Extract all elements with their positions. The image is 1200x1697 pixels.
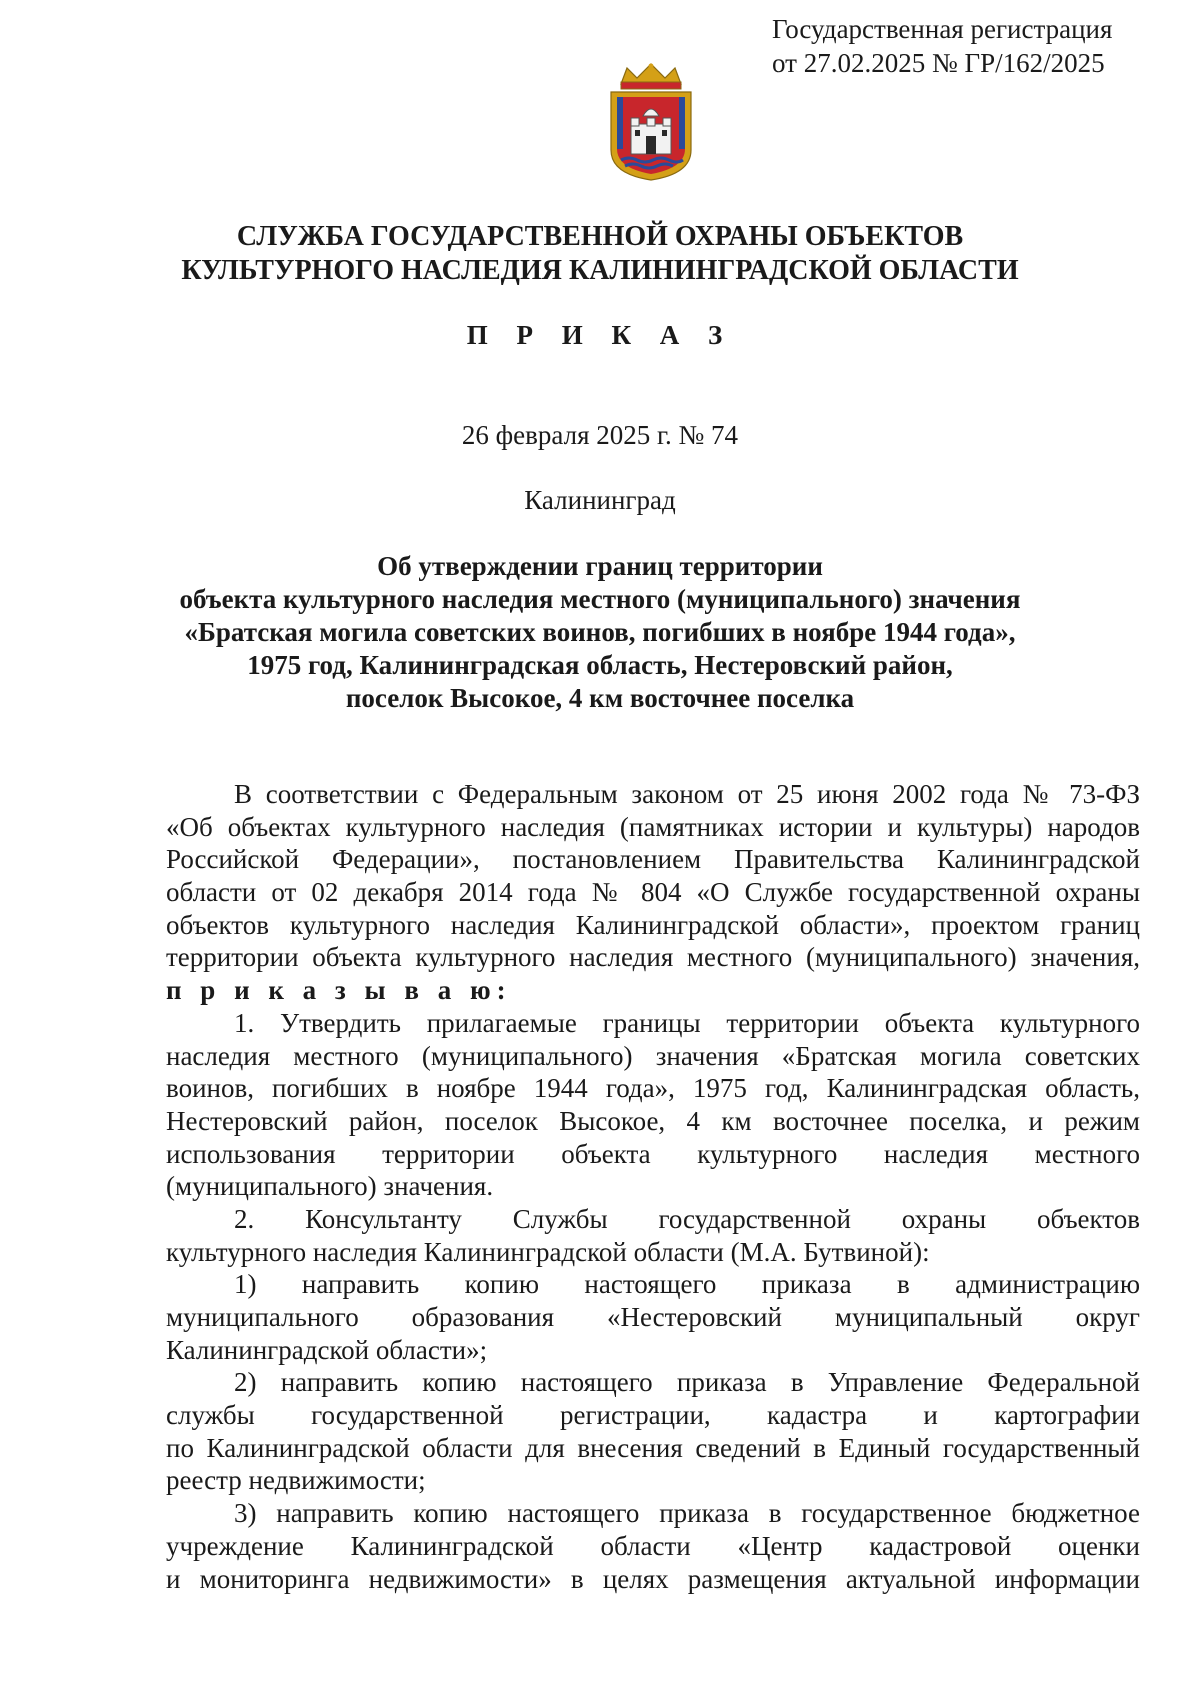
body-line: территории объекта культурного наследия местного (муниципального) значения, (166, 942, 1140, 973)
registration-line-2: от 27.02.2025 № ГР/162/2025 (772, 48, 1105, 78)
body-line: В соответствии с Федеральным законом от 25 июня 2002 года № 73-ФЗ (234, 779, 1140, 809)
body-line: использования территории объекта культурного наследия местного (166, 1138, 1140, 1169)
body-line: Калининградской области»; (166, 1334, 488, 1365)
body-line: и мониторинга недвижимости» в целях размещения актуальной информации (166, 1563, 1140, 1594)
body-line: «Об объектах культурного наследия (памятниках истории и культуры) народов (166, 811, 1140, 842)
body-line: культурного наследия Калининградской области (М.А. Бутвиной): (166, 1236, 930, 1267)
body-line: учреждение Калининградской области «Центр кадастровой оценки (166, 1530, 1140, 1561)
body-line: 2. Консультанту Службы государственной охраны объектов (234, 1203, 1140, 1234)
city: Калининград (524, 485, 676, 515)
coat-of-arms-icon (603, 62, 699, 182)
document-subject (0, 550, 1200, 715)
date-and-number: 26 февраля 2025 г. № 74 (461, 420, 739, 450)
body-line: (муниципального) значения. (166, 1171, 494, 1202)
organization-name (0, 220, 1200, 288)
order-verb: п р и к а з ы в а ю: (166, 975, 512, 1006)
body-line: области от 02 декабря 2014 года № 804 «О Службе государственной охраны (166, 877, 1140, 908)
document-body (166, 778, 1140, 1595)
subject-line: 1975 год, Калининградская область, Нестеровский район, (247, 650, 953, 680)
subject-line: «Братская могила советских воинов, погибших в ноябре 1944 года», (184, 617, 1016, 647)
body-line: 1) направить копию настоящего приказа в администрацию (234, 1269, 1140, 1300)
body-line: воинов, погибших в ноябре 1944 года», 1975 год, Калининградская область, (166, 1073, 1140, 1104)
body-line: объектов культурного наследия Калининградской области», проектом границ (166, 909, 1140, 940)
body-line: муниципального образования «Нестеровский муниципальный округ (166, 1302, 1140, 1332)
subject-line: Об утверждении границ территории (377, 551, 823, 581)
organization-line-1: СЛУЖБА ГОСУДАРСТВЕННОЙ ОХРАНЫ ОБЪЕКТОВ (236, 221, 964, 252)
body-line: по Калининградской области для внесения сведений в Единый государственный (166, 1432, 1140, 1463)
body-line: наследия местного (муниципального) значения «Братская могила советских (166, 1040, 1140, 1071)
body-line: Российской Федерации», постановлением Правительства Калининградской (166, 844, 1140, 875)
body-line: Нестеровский район, поселок Высокое, 4 км восточнее поселка, и режим (166, 1105, 1140, 1136)
organization-line-2: КУЛЬТУРНОГО НАСЛЕДИЯ КАЛИНИНГРАДСКОЙ ОБЛАСТИ (181, 255, 1019, 286)
registration-stamp (772, 12, 1172, 80)
body-line: реестр недвижимости; (166, 1465, 426, 1496)
subject-line: поселок Высокое, 4 км восточнее поселка (345, 683, 855, 713)
body-line: службы государственной регистрации, кадастра и картографии (166, 1400, 1140, 1431)
document-type: П Р И К А З (466, 320, 734, 350)
body-line: 2) направить копию настоящего приказа в Управление Федеральной (234, 1367, 1140, 1398)
body-line: 3) направить копию настоящего приказа в государственное бюджетное (234, 1498, 1140, 1529)
registration-line-1: Государственная регистрация (772, 14, 1113, 44)
subject-line: объекта культурного наследия местного (муниципального) значения (179, 584, 1021, 614)
body-line: 1. Утвердить прилагаемые границы территории объекта культурного (234, 1007, 1140, 1038)
